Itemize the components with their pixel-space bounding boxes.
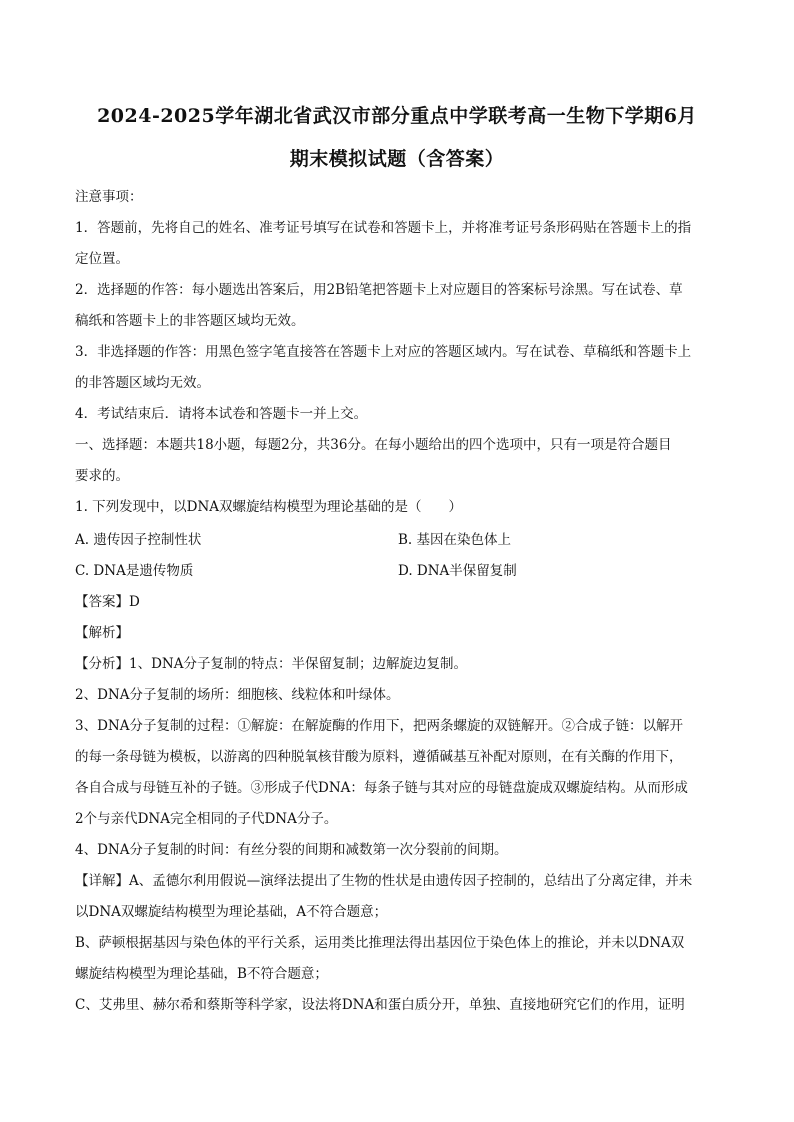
detail-a-line1: 【详解】A、孟德尔利用假说—演绎法提出了生物的性状是由遗传因子控制的，总结出了分离定律，并未 bbox=[75, 873, 693, 889]
analysis-point-1: 【分析】1、DNA分子复制的特点：半保留复制；边解旋边复制。 bbox=[75, 656, 467, 672]
analysis-point-2: 2、DNA分子复制的场所：细胞核、线粒体和叶绿体。 bbox=[75, 687, 400, 703]
question-1-analysis-heading: 【解析】 bbox=[75, 625, 129, 641]
notice-heading: 注意事项： bbox=[75, 189, 143, 205]
notice-item-3-line2: 的非答题区域均无效。 bbox=[75, 375, 210, 391]
notice-item-1-line2: 定位置。 bbox=[75, 251, 129, 267]
notice-item-4: 4．考试结束后．请将本试卷和答题卡一并上交。 bbox=[75, 406, 368, 422]
detail-a-line2: 以DNA双螺旋结构模型为理论基础，A不符合题意； bbox=[75, 904, 388, 920]
analysis-point-4: 4、DNA分子复制的时间：有丝分裂的间期和减数第一次分裂前的间期。 bbox=[75, 842, 508, 858]
question-1-option-d: D. DNA半保留复制 bbox=[398, 563, 517, 579]
analysis-point-3-line3: 各自合成与母链互补的子链。③形成子代DNA：每条子链与其对应的母链盘旋成双螺旋结构。从而形成 bbox=[75, 780, 688, 796]
question-1-option-c: C. DNA是遗传物质 bbox=[75, 563, 194, 579]
analysis-point-3-line4: 2个与亲代DNA完全相同的子代DNA分子。 bbox=[75, 811, 338, 827]
question-1-stem: 1. 下列发现中，以DNA双螺旋结构模型为理论基础的是（ ） bbox=[75, 499, 463, 515]
question-1-option-b: B. 基因在染色体上 bbox=[398, 532, 512, 548]
section1-intro-line2: 要求的。 bbox=[75, 468, 129, 484]
notice-item-2-line1: 2．选择题的作答：每小题选出答案后，用2B铅笔把答题卡上对应题目的答案标号涂黑。写在试卷、草 bbox=[75, 282, 683, 298]
detail-b-line2: 螺旋结构模型为理论基础，B不符合题意； bbox=[75, 966, 328, 982]
analysis-point-3-line1: 3、DNA分子复制的过程：①解旋：在解旋酶的作用下，把两条螺旋的双链解开。②合成子链：以解开 bbox=[75, 718, 683, 734]
question-1-option-a: A. 遗传因子控制性状 bbox=[75, 532, 202, 548]
notice-item-2-line2: 稿纸和答题卡上的非答题区域均无效。 bbox=[75, 313, 305, 329]
notice-item-1-line1: 1．答题前，先将自己的姓名、准考证号填写在试卷和答题卡上，并将准考证号条形码贴在答题卡上的指 bbox=[75, 220, 692, 236]
section1-intro-line1: 一、选择题：本题共18小题，每题2分，共36分。在每小题给出的四个选项中，只有一项是符合题目 bbox=[75, 437, 672, 453]
detail-b-line1: B、萨顿根据基因与染色体的平行关系，运用类比推理法得出基因位于染色体上的推论，并未以DNA双 bbox=[75, 935, 685, 951]
question-1-answer: 【答案】D bbox=[75, 594, 140, 610]
notice-item-3-line1: 3．非选择题的作答：用黑色签字笔直接答在答题卡上对应的答题区域内。写在试卷、草稿纸和答题卡上 bbox=[75, 344, 692, 360]
analysis-point-3-line2: 的每一条母链为模板，以游离的四种脱氧核苷酸为原料，遵循碱基互补配对原则，在有关酶的作用下， bbox=[75, 749, 683, 765]
document-title-line1: 2024-2025学年湖北省武汉市部分重点中学联考高一生物下学期6月 bbox=[97, 105, 697, 127]
document-title-line2: 期末模拟试题（含答案） bbox=[289, 148, 505, 170]
detail-c-line1: C、艾弗里、赫尔希和蔡斯等科学家，设法将DNA和蛋白质分开，单独、直接地研究它们的作用，证明 bbox=[75, 997, 685, 1013]
